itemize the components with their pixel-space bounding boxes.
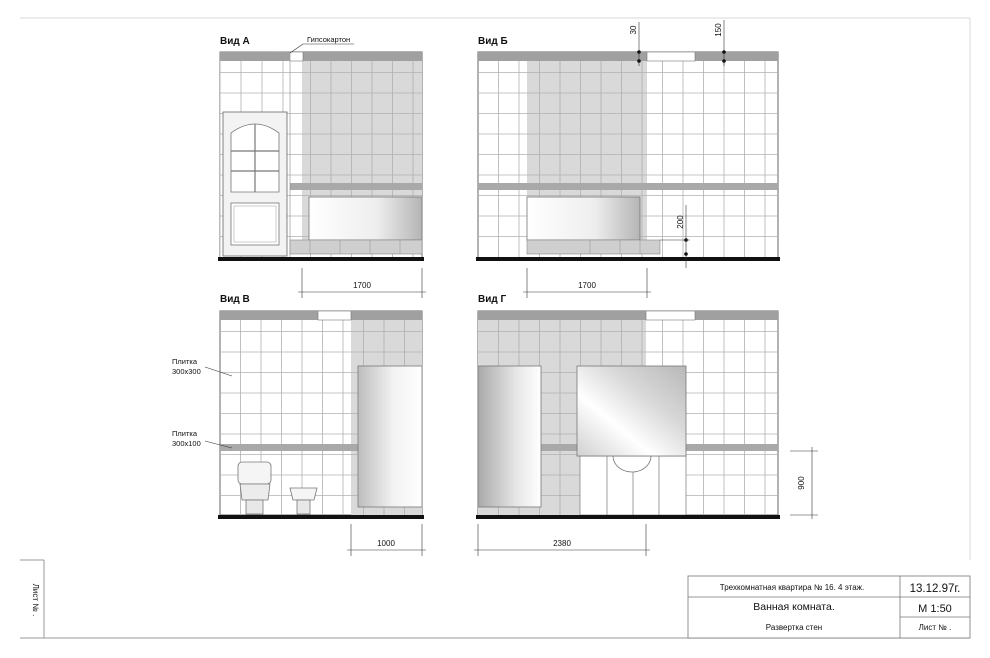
view-b-ceiling-band: [478, 52, 778, 61]
view-b-floor: [476, 257, 780, 261]
room-name: Ванная комната.: [753, 601, 835, 613]
view-g-gypsum-panel: [646, 311, 695, 320]
mirror: [577, 366, 686, 456]
view-g-ceiling-band: [478, 311, 778, 320]
side-sheet-stamp: Лист № .: [31, 583, 40, 617]
view-g-title: Вид Г: [478, 294, 507, 305]
view-g-shower-panel: [478, 366, 541, 507]
view-b: [476, 20, 780, 298]
tile-label-1: Плитка: [172, 357, 198, 366]
view-b-dim-150: 150: [714, 23, 723, 37]
tile-size-2: 300x100: [172, 439, 201, 448]
view-b-dim-200: 200: [676, 215, 685, 229]
drawing-title: Развертка стен: [765, 623, 823, 632]
sheet-number: Лист № .: [918, 623, 952, 632]
view-b-bathtub: [527, 197, 640, 240]
view-a-border-tile-stripe: [290, 183, 422, 190]
tile-size-1: 300x300: [172, 367, 201, 376]
drawing-date: 13.12.97г.: [909, 583, 961, 595]
view-g: [474, 294, 818, 556]
view-v-floor: [218, 515, 424, 519]
title-block: [688, 576, 970, 638]
view-a-bathtub: [309, 197, 422, 240]
tile-label-2: Плитка: [172, 429, 198, 438]
view-v: [172, 294, 426, 556]
view-g-dim-900: 900: [797, 476, 806, 490]
view-a-dimension: 1700: [353, 281, 371, 290]
view-b-dim-30: 30: [629, 25, 638, 35]
view-v-gypsum-panel: [318, 311, 351, 320]
view-a: [218, 35, 426, 298]
view-b-dimension: 1700: [578, 281, 596, 290]
view-a-floor: [218, 257, 424, 261]
project-name: Трехкомнатная квартира № 16. 4 этаж.: [719, 583, 865, 592]
view-b-border-tile-stripe: [478, 183, 778, 190]
view-g-dimension: 2380: [553, 539, 571, 548]
view-b-title: Вид Б: [478, 36, 508, 47]
view-v-title: Вид В: [220, 294, 250, 305]
view-g-floor: [476, 515, 780, 519]
view-a-title: Вид А: [220, 36, 250, 47]
view-v-shower-panel: [358, 366, 422, 507]
drawing-scale: М 1:50: [918, 603, 952, 615]
door: [223, 112, 287, 256]
gypsum-label: Гипсокартон: [307, 35, 351, 44]
view-b-gypsum-panel: [647, 52, 695, 61]
view-v-dimension: 1000: [377, 539, 395, 548]
